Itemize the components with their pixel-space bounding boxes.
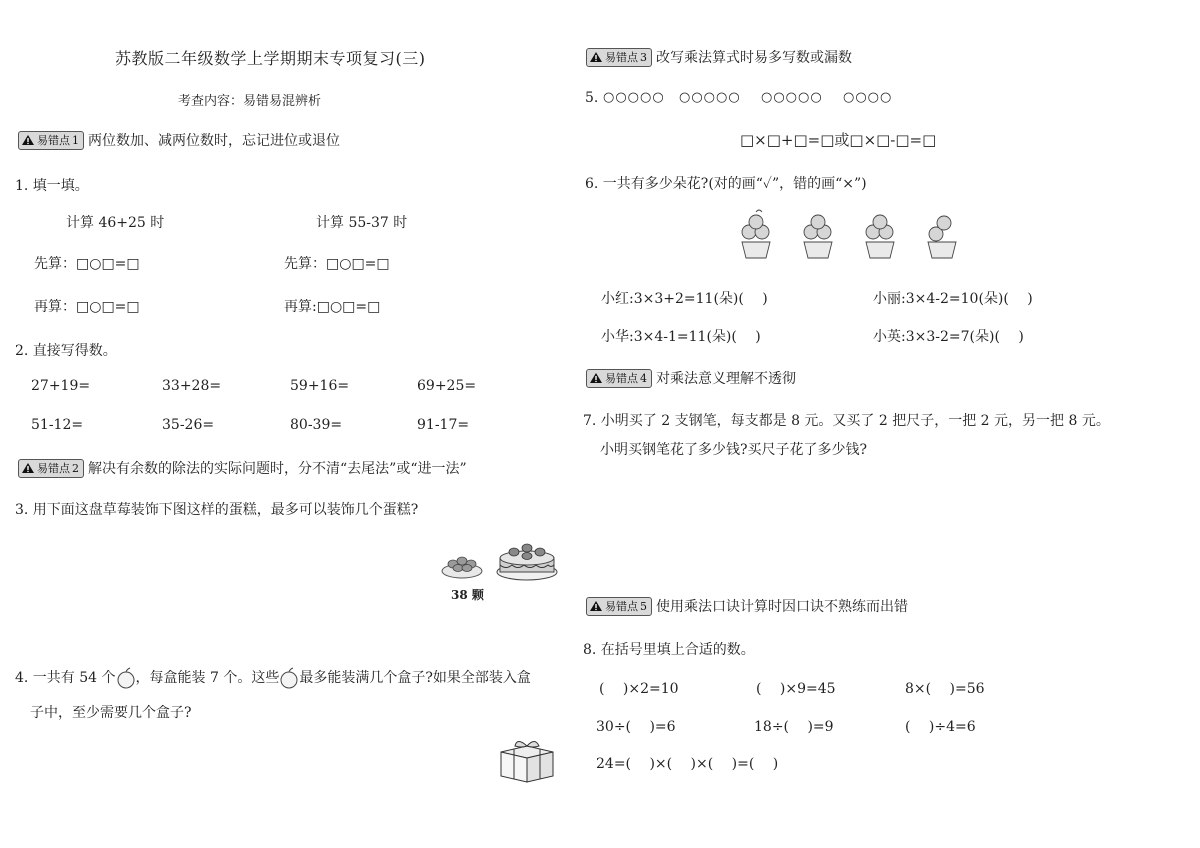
- error-point-text: 对乘法意义理解不透彻: [656, 371, 796, 387]
- q1-first-a: 先算：□○□=□: [34, 256, 140, 272]
- q2-cell: 80-39=: [290, 417, 343, 433]
- error-badge: 易错点 5: [586, 597, 652, 616]
- warning-icon: [589, 51, 603, 63]
- error-badge: 易错点 1: [18, 131, 84, 150]
- warning-icon: [589, 600, 603, 612]
- error-point-1: [18, 130, 340, 150]
- q2-cell: 33+28=: [162, 378, 222, 394]
- q1-calc-b: 计算 55-37 时: [316, 215, 408, 231]
- question-6-label: 6. 一共有多少朵花?(对的画“✓”，错的画“×”): [585, 176, 867, 192]
- question-7-line1: 7. 小明买了 2 支钢笔，每支都是 8 元。又买了 2 把尺子，一把 2 元，另一把 8 元。: [583, 413, 1110, 429]
- error-point-text: 使用乘法口诀计算时因口诀不熟练而出错: [656, 599, 908, 615]
- q8-cell: 18÷( )=9: [754, 719, 834, 735]
- question-3-label: 3. 用下面这盘草莓装饰下图这样的蛋糕，最多可以装饰几个蛋糕?: [15, 502, 419, 518]
- q6-item: 小英:3×3-2=7(朵)( ): [873, 329, 1024, 345]
- error-point-text: 改写乘法算式时易多写数或漏数: [656, 50, 852, 66]
- q6-item: 小华:3×4-1=11(朵)( ): [601, 329, 761, 345]
- error-point-4: [586, 368, 796, 388]
- q1-first-b: 先算：□○□=□: [284, 256, 390, 272]
- circle-group: ○○○○: [843, 90, 893, 105]
- strawberry-count-caption: 38 颗: [451, 588, 484, 602]
- warning-icon: [21, 462, 35, 474]
- circle-group: ○○○○○: [761, 90, 823, 105]
- warning-icon: [21, 134, 35, 146]
- circle-group: ○○○○○: [603, 90, 665, 105]
- error-point-text: 两位数加、减两位数时，忘记进位或退位: [88, 133, 340, 149]
- q2-cell: 59+16=: [290, 378, 350, 394]
- q2-cell: 27+19=: [31, 378, 91, 394]
- q8-cell: ( )÷4=6: [905, 719, 976, 735]
- q2-cell: 35-26=: [162, 417, 215, 433]
- q1-calc-a: 计算 46+25 时: [66, 215, 165, 231]
- question-5-label: 5.: [585, 90, 599, 106]
- q1-second-a: 再算：□○□=□: [34, 299, 140, 315]
- q8-cell: 30÷( )=6: [596, 719, 676, 735]
- q8-cell: ( )×2=10: [599, 681, 679, 697]
- error-point-5: [586, 596, 908, 616]
- page-title: 苏教版二年级数学上学期期末专项复习(三): [115, 49, 426, 68]
- page-subtitle: 考查内容：易错易混辨析: [178, 94, 322, 109]
- error-badge: 易错点 4: [586, 369, 652, 388]
- apple-icon: [116, 667, 136, 689]
- error-badge: 易错点 2: [18, 459, 84, 478]
- apple-icon: [279, 667, 299, 689]
- q2-cell: 91-17=: [417, 417, 470, 433]
- q8-cell: 8×( )=56: [905, 681, 985, 697]
- q6-item: 小丽:3×4-2=10(朵)( ): [873, 291, 1033, 307]
- q2-cell: 69+25=: [417, 378, 477, 394]
- circle-group: ○○○○○: [679, 90, 741, 105]
- error-point-2: [18, 458, 467, 478]
- q8-cell: ( )×9=45: [756, 681, 836, 697]
- error-badge: 易错点 3: [586, 48, 652, 67]
- q2-cell: 51-12=: [31, 417, 84, 433]
- question-7-line2: 小明买钢笔花了多少钱?买尺子花了多少钱?: [600, 442, 868, 458]
- warning-icon: [589, 372, 603, 384]
- error-point-text: 解决有余数的除法的实际问题时，分不清“去尾法”或“进一法”: [88, 461, 467, 477]
- question-2-label: 2. 直接写得数。: [15, 343, 117, 359]
- question-4-line2: 子中，至少需要几个盒子?: [30, 705, 192, 721]
- q6-item: 小红:3×3+2=11(朵)( ): [601, 291, 768, 307]
- gift-box-illustration: [497, 738, 557, 784]
- q1-second-b: 再算:□○□=□: [284, 299, 381, 315]
- question-8-label: 8. 在括号里填上合适的数。: [583, 642, 755, 658]
- q5-formula: □×□+□=□或□×□-□=□: [740, 131, 937, 149]
- q8-cell: 24=( )×( )×( )=( ): [596, 756, 779, 772]
- question-4-line1: 4. 一共有 54 个 ，每盒能装 7 个。这些 最多能装满几个盒子?如果全部装入盒: [15, 667, 531, 689]
- question-1-label: 1. 填一填。: [15, 178, 89, 194]
- error-point-3: [586, 47, 852, 67]
- flower-pots-illustration: [736, 208, 966, 260]
